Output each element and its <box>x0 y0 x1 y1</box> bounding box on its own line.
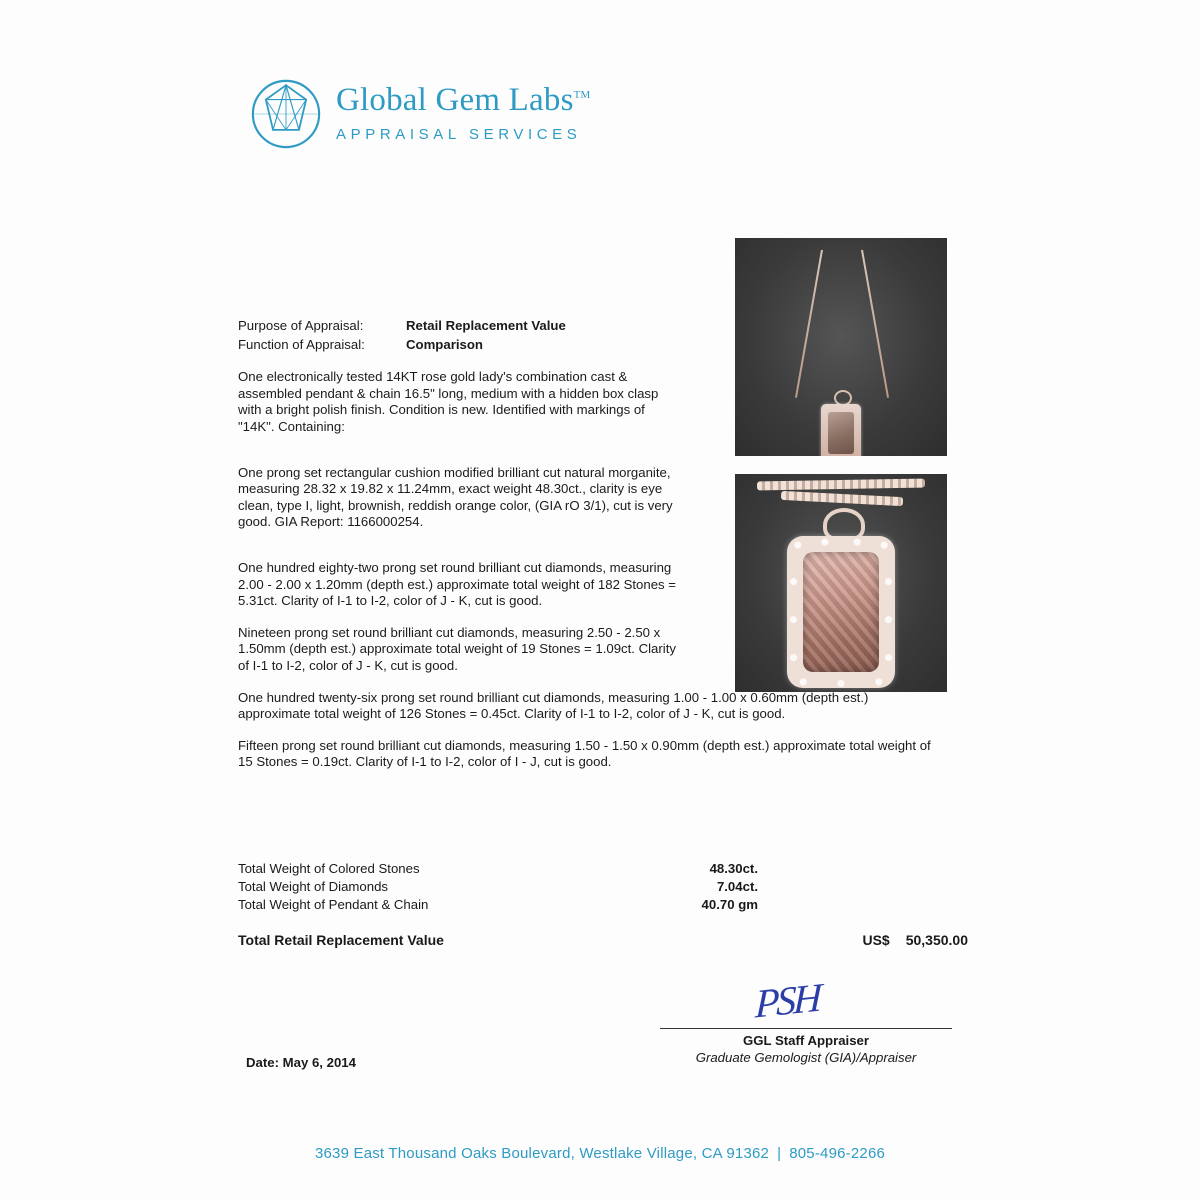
function-label: Function of Appraisal: <box>238 336 365 352</box>
totals-row <box>238 896 758 914</box>
footer-address: 3639 East Thousand Oaks Boulevard, Westlake Village, CA 91362 <box>314 1145 770 1162</box>
grand-total-amount: 50,350.00 <box>905 932 968 948</box>
appraisal-body <box>238 318 938 786</box>
document-footer <box>0 1145 1200 1162</box>
document-header <box>250 78 591 150</box>
appraiser-name: GGL Staff Appraiser <box>742 1033 870 1048</box>
trademark-symbol: TM <box>573 89 591 101</box>
totals-value: 7.04ct. <box>716 879 758 894</box>
totals-block <box>238 860 758 914</box>
grand-total-row <box>238 932 968 948</box>
totals-label: Total Weight of Pendant & Chain <box>238 897 429 912</box>
footer-separator: | <box>777 1145 782 1162</box>
signature-line <box>660 1028 952 1029</box>
totals-label: Total Weight of Colored Stones <box>238 861 420 876</box>
handwritten-signature: PSH <box>754 974 820 1027</box>
function-value: Comparison <box>406 336 483 352</box>
totals-value: 40.70 gm <box>701 897 758 912</box>
grand-total-amount-group <box>862 932 968 948</box>
footer-phone: 805-496-2266 <box>789 1145 886 1162</box>
spacer <box>238 451 938 465</box>
description-paragraph: One hundred eighty-two prong set round brilliant cut diamonds, measuring 2.00 - 2.00 x 1.20mm (depth est.) approximate total weight of 182 Stones = 5.31ct. Clarity of I-1 to I-2, color of J - K, cut is good. <box>238 559 677 609</box>
brand-subtitle: APPRAISAL SERVICES <box>336 126 582 143</box>
description-paragraph: Fifteen prong set round brilliant cut diamonds, measuring 1.50 - 1.50 x 0.90mm (depth est.) approximate total weight of 15 Stones = 0.19ct. Clarity of I-1 to I-2, color of I - J, cut is good. <box>238 737 931 770</box>
purpose-value: Retail Replacement Value <box>406 318 566 333</box>
totals-row <box>238 878 758 896</box>
description-paragraph: One electronically tested 14KT rose gold lady's combination cast & assembled pendant & chain 16.5" long, medium with a hidden box clasp with a bright polish finish. Condition is new. Identified with markings of "14K". Containing: <box>238 369 659 434</box>
spacer <box>238 546 938 560</box>
brand-name <box>336 84 591 117</box>
brand-text <box>336 78 591 143</box>
totals-value: 48.30ct. <box>709 861 758 876</box>
grand-total-currency: US$ <box>862 932 890 948</box>
appraiser-role: Graduate Gemologist (GIA)/Appraiser <box>695 1050 917 1065</box>
gem-diamond-icon <box>250 78 322 150</box>
description-paragraph: One prong set rectangular cushion modified brilliant cut natural morganite, measuring 28.32 x 19.82 x 11.24mm, exact weight 48.30ct., clarity is eye clean, type I, light, brownish, reddish orange color, (GIA rO 3/1), cut is very good. GIA Report: 1166000254. <box>238 464 673 530</box>
totals-label: Total Weight of Diamonds <box>238 879 389 894</box>
brand-name-text: Global Gem Labs <box>336 82 574 118</box>
description-paragraph: One hundred twenty-six prong set round brilliant cut diamonds, measuring 1.00 - 1.00 x 0.60mm (depth est.) approximate total weight of 126 Stones = 0.45ct. Clarity of I-1 to I-2, color of J - K, cut is good. <box>238 689 869 722</box>
grand-total-label: Total Retail Replacement Value <box>238 932 444 948</box>
purpose-function-block <box>238 318 938 353</box>
totals-row <box>238 860 758 878</box>
purpose-label: Purpose of Appraisal: <box>238 318 364 333</box>
date-label: Date: May 6, 2014 <box>246 1055 356 1070</box>
description-paragraph: Nineteen prong set round brilliant cut diamonds, measuring 2.50 - 2.50 x 1.50mm (depth est.) approximate total weight of 19 Stones = 1.09ct. Clarity of I-1 to I-2, color of J - K, cut is good. <box>238 624 676 673</box>
